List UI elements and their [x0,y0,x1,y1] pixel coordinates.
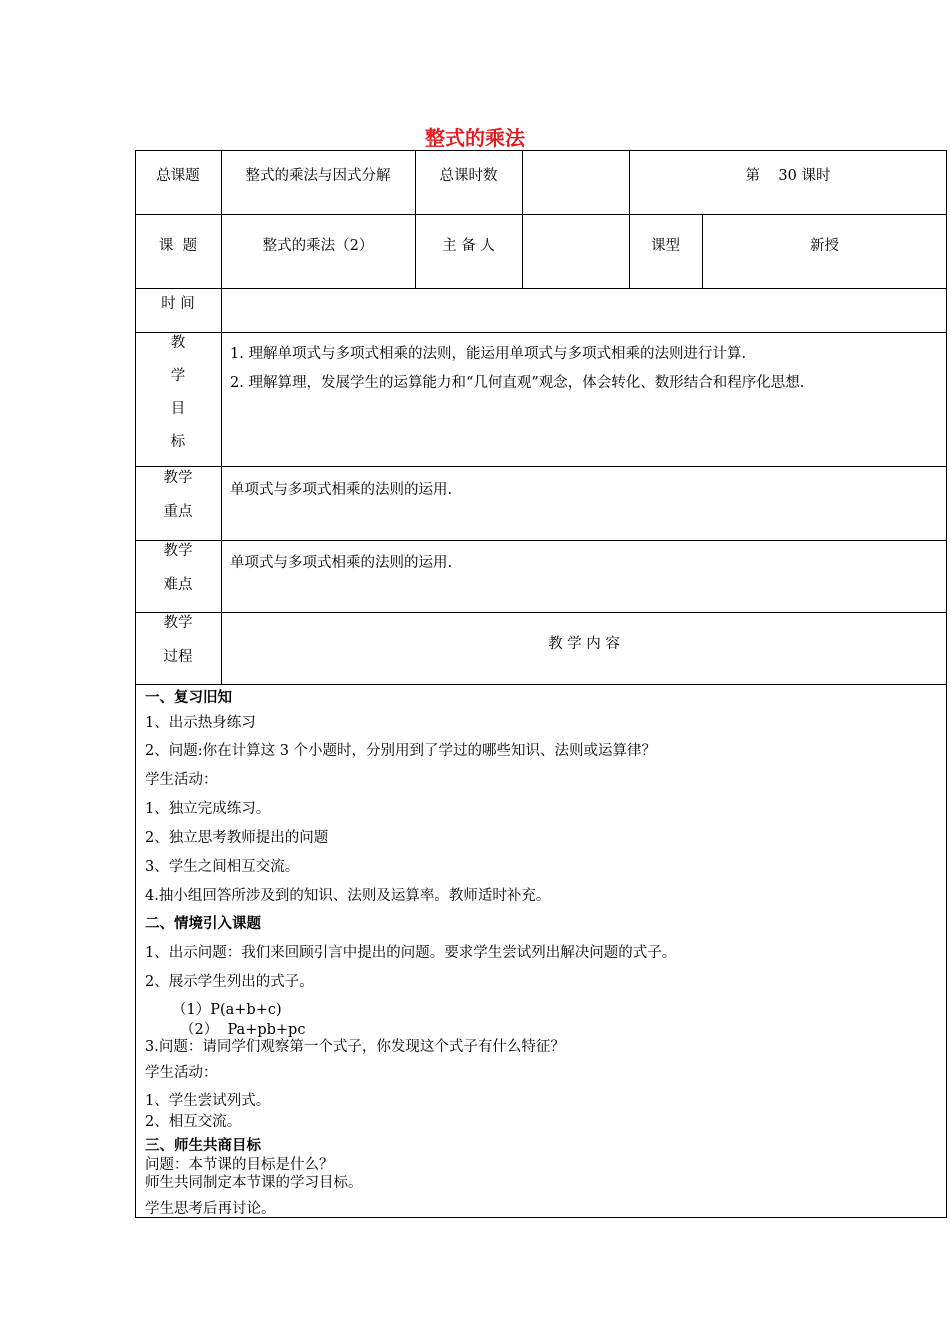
body-line: 2、展示学生列出的式子。 [145,974,314,990]
body-line: 2、相互交流。 [145,1114,242,1130]
section-heading: 三、师生共商目标 [145,1138,261,1154]
time-label: 时 间 [161,296,195,312]
body-line: 问题：本节课的目标是什么？ [145,1157,334,1173]
goal-item: 1. 理解单项式与多项式相乘的法则，能运用单项式与多项式相乘的法则进行计算. [230,346,747,362]
body-line: 1、学生尝试列式。 [145,1093,271,1109]
total-hours-label: 总课时数 [439,168,498,184]
body-line: 学生活动： [145,1065,218,1081]
body-line: 2、问题:你在计算这 3 个小题时，分别用到了学过的哪些知识、法则或运算律？ [145,743,657,759]
body-line: 学生思考后再讨论。 [145,1201,276,1217]
section-heading: 二、情境引入课题 [145,916,261,932]
body-line: 4.抽小组回答所涉及到的知识、法则及运算率。教师适时补充。 [145,888,551,904]
body-line: 3、学生之间相互交流。 [145,859,300,875]
goals-label-char: 教 [170,335,186,351]
lesson-number: 第 30 课时 [745,168,831,184]
column-divider [221,150,222,684]
row-divider [135,684,947,685]
key-points-text: 单项式与多项式相乘的法则的运用. [230,482,453,498]
lesson-type-value: 新授 [810,238,839,254]
preparer-label: 主 备 人 [442,238,495,254]
body-line: 1、出示问题：我们来回顾引言中提出的问题。要求学生尝试列出解决问题的式子。 [145,945,677,961]
body-line: 2、独立思考教师提出的问题 [145,830,329,846]
goals-label-char: 标 [170,434,186,450]
row-divider [135,332,947,333]
process-label: 过程 [163,649,193,665]
row-divider [135,288,947,289]
formula-line: （2） Pa+pb+pc [180,1022,306,1038]
key-points-label: 教学 [163,470,193,486]
difficulties-label: 教学 [163,543,193,559]
goal-item: 2. 理解算理，发展学生的运算能力和“几何直观”观念，体会转化、数形结合和程序化思想. [230,375,805,391]
body-line: 学生活动： [145,772,218,788]
key-points-label: 重点 [163,504,193,520]
row-divider [135,466,947,467]
body-line: 1、独立完成练习。 [145,801,271,817]
row-divider [135,214,947,215]
body-line: 3.问题：请同学们观察第一个式子，你发现这个式子有什么特征？ [145,1039,565,1055]
body-line: 1、出示热身练习 [145,715,256,731]
body-line: 师生共同制定本节课的学习目标。 [145,1175,363,1191]
section-heading: 一、复习旧知 [145,690,232,706]
total-topic-value: 整式的乘法与因式分解 [245,168,391,184]
process-label: 教学 [163,615,193,631]
difficulties-label: 难点 [163,577,193,593]
goals-label-char: 目 [170,401,186,417]
total-topic-label: 总课题 [156,168,200,184]
topic-value: 整式的乘法（2） [262,238,374,254]
page-title: 整式的乘法 [425,126,525,150]
row-divider [135,540,947,541]
content-title: 教 学 内 容 [548,636,620,652]
column-divider [522,150,523,288]
row-divider [135,612,947,613]
difficulties-text: 单项式与多项式相乘的法则的运用. [230,555,453,571]
goals-label-char: 学 [170,368,186,384]
topic-label: 课 题 [158,238,198,254]
lesson-type-label: 课型 [651,238,680,254]
formula-line: （1）P(a+b+c) [172,1002,282,1018]
